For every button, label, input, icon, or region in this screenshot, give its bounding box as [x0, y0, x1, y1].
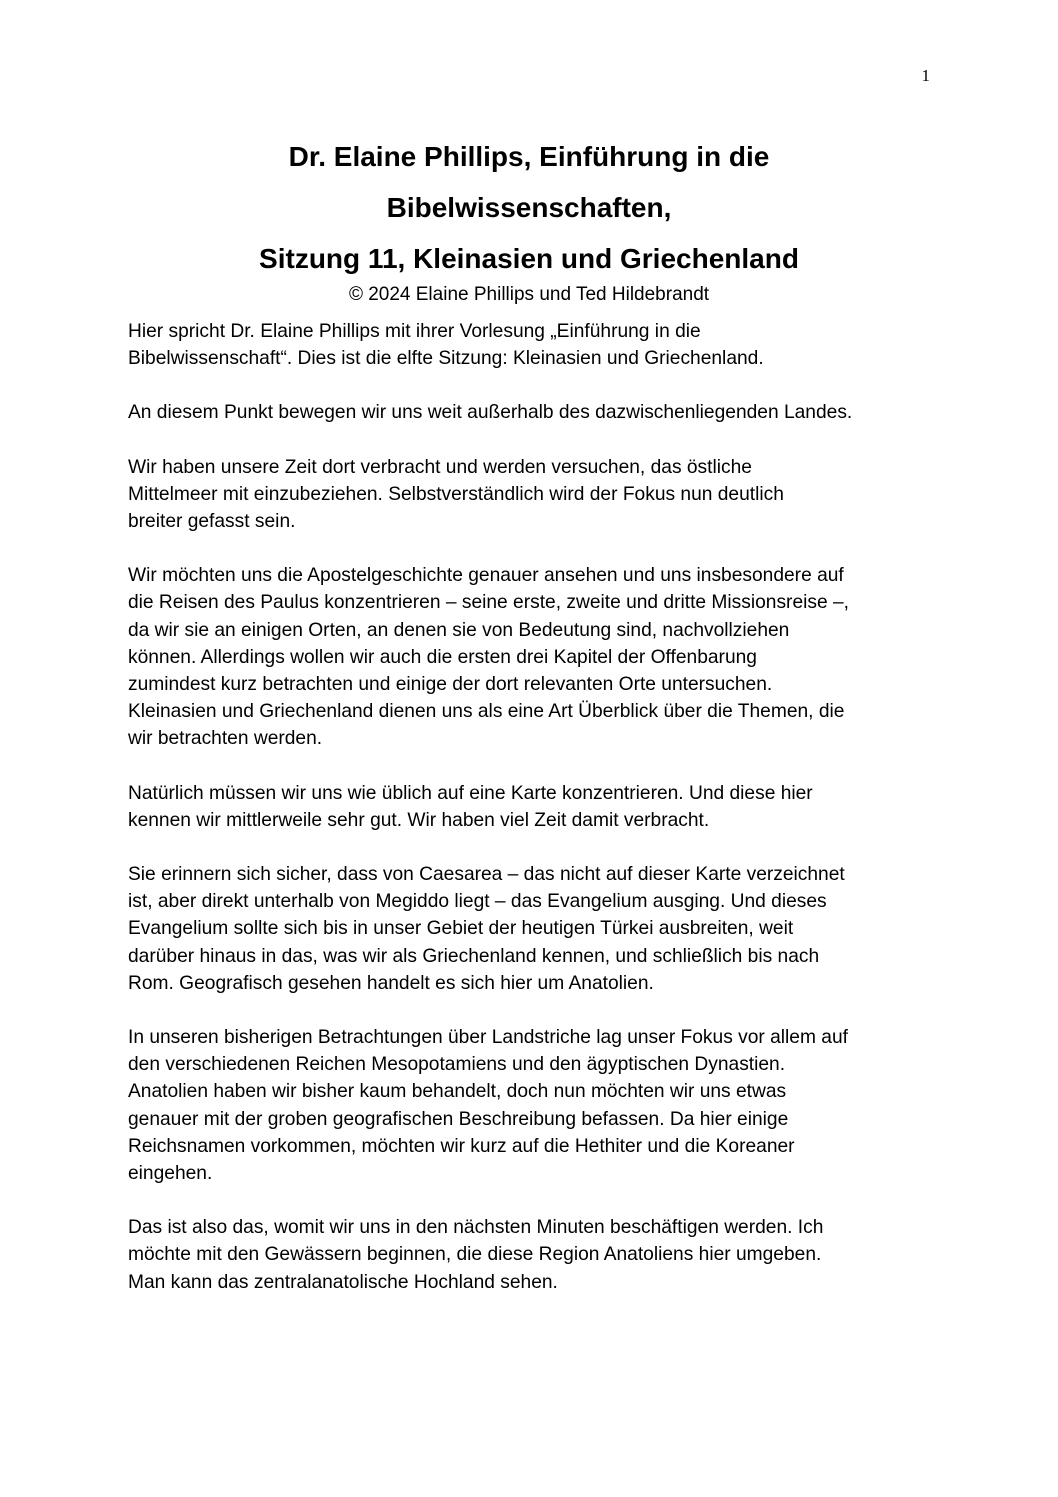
paragraph-line: Natürlich müssen wir uns wie üblich auf eine Karte konzentrieren. Und diese hier	[128, 782, 813, 804]
paragraph-line: zumindest kurz betrachten und einige der dort relevanten Orte untersuchen.	[128, 674, 773, 696]
paragraph-8	[128, 1214, 938, 1296]
paragraph-line: da wir sie an einigen Orten, an denen sie von Bedeutung sind, nachvollziehen	[128, 619, 790, 641]
paragraph-line: wir betrachten werden.	[128, 728, 323, 750]
page-number: 1	[921, 66, 930, 85]
paragraph-line: Hier spricht Dr. Elaine Phillips mit ihrer Vorlesung „Einführung in die	[128, 321, 701, 342]
paragraph-line: eingehen.	[128, 1163, 213, 1185]
paragraph-5	[128, 780, 938, 834]
document-body	[128, 318, 938, 1323]
paragraph-line: breiter gefasst sein.	[128, 511, 296, 533]
copyright-line: © 2024 Elaine Phillips und Ted Hildebrandt	[348, 284, 710, 305]
paragraph-line: ist, aber direkt unterhalb von Megiddo liegt – das Evangelium ausging. Und dieses	[128, 891, 827, 913]
paragraph-line: In unseren bisherigen Betrachtungen über Landstriche lag unser Fokus vor allem auf	[128, 1027, 848, 1049]
paragraph-7	[128, 1024, 938, 1187]
paragraph-3	[128, 454, 938, 536]
title-line-1: Dr. Elaine Phillips, Einführung in die	[288, 141, 770, 172]
paragraph-line: Anatolien haben wir bisher kaum behandelt, doch nun möchten wir uns etwas	[128, 1081, 787, 1103]
title-line-3: Sitzung 11, Kleinasien und Griechenland	[259, 243, 799, 274]
paragraph-2	[128, 399, 938, 426]
paragraph-line: darüber hinaus in das, was wir als Griechenland kennen, und schließlich bis nach	[128, 945, 820, 967]
paragraph-line: Bibelwissenschaft“. Dies ist die elfte Sitzung: Kleinasien und Griechenland.	[128, 348, 764, 370]
paragraph-line: Mittelmeer mit einzubeziehen. Selbstverständlich wird der Fokus nun deutlich	[128, 483, 784, 505]
paragraph-line: An diesem Punkt bewegen wir uns weit außerhalb des dazwischenliegenden Landes.	[128, 402, 853, 424]
paragraph-line: Wir haben unsere Zeit dort verbracht und werden versuchen, das östliche	[128, 456, 752, 478]
paragraph-line: kennen wir mittlerweile sehr gut. Wir haben viel Zeit damit verbracht.	[128, 809, 710, 831]
paragraph-line: Kleinasien und Griechenland dienen uns als eine Art Überblick über die Themen, die	[128, 701, 845, 723]
paragraph-6	[128, 861, 938, 997]
paragraph-line: können. Allerdings wollen wir auch die ersten drei Kapitel der Offenbarung	[128, 646, 757, 668]
paragraph-line: Man kann das zentralanatolische Hochland sehen.	[128, 1271, 558, 1293]
paragraph-line: möchte mit den Gewässern beginnen, die diese Region Anatoliens hier umgeben.	[128, 1244, 822, 1266]
paragraph-line: genauer mit der groben geografischen Beschreibung befassen. Da hier einige	[128, 1108, 789, 1130]
paragraph-line: Evangelium sollte sich bis in unser Gebiet der heutigen Türkei ausbreiten, weit	[128, 918, 794, 940]
paragraph-line: Reichsnamen vorkommen, möchten wir kurz auf die Hethiter und die Koreaner	[128, 1135, 795, 1157]
paragraph-line: Rom. Geografisch gesehen handelt es sich hier um Anatolien.	[128, 972, 654, 994]
title-line-2: Bibelwissenschaften,	[386, 192, 672, 223]
paragraph-line: Das ist also das, womit wir uns in den nächsten Minuten beschäftigen werden. Ich	[128, 1217, 824, 1239]
paragraph-line: Wir möchten uns die Apostelgeschichte genauer ansehen und uns insbesondere auf	[128, 565, 844, 587]
paragraph-4	[128, 562, 938, 752]
document-header	[128, 131, 930, 310]
paragraph-line: den verschiedenen Reichen Mesopotamiens und den ägyptischen Dynastien.	[128, 1054, 786, 1076]
paragraph-line: Sie erinnern sich sicher, dass von Caesarea – das nicht auf dieser Karte verzeichnet	[128, 864, 845, 886]
paragraph-1	[128, 318, 938, 372]
paragraph-line: die Reisen des Paulus konzentrieren – seine erste, zweite und dritte Missionsreise –,	[128, 592, 849, 614]
